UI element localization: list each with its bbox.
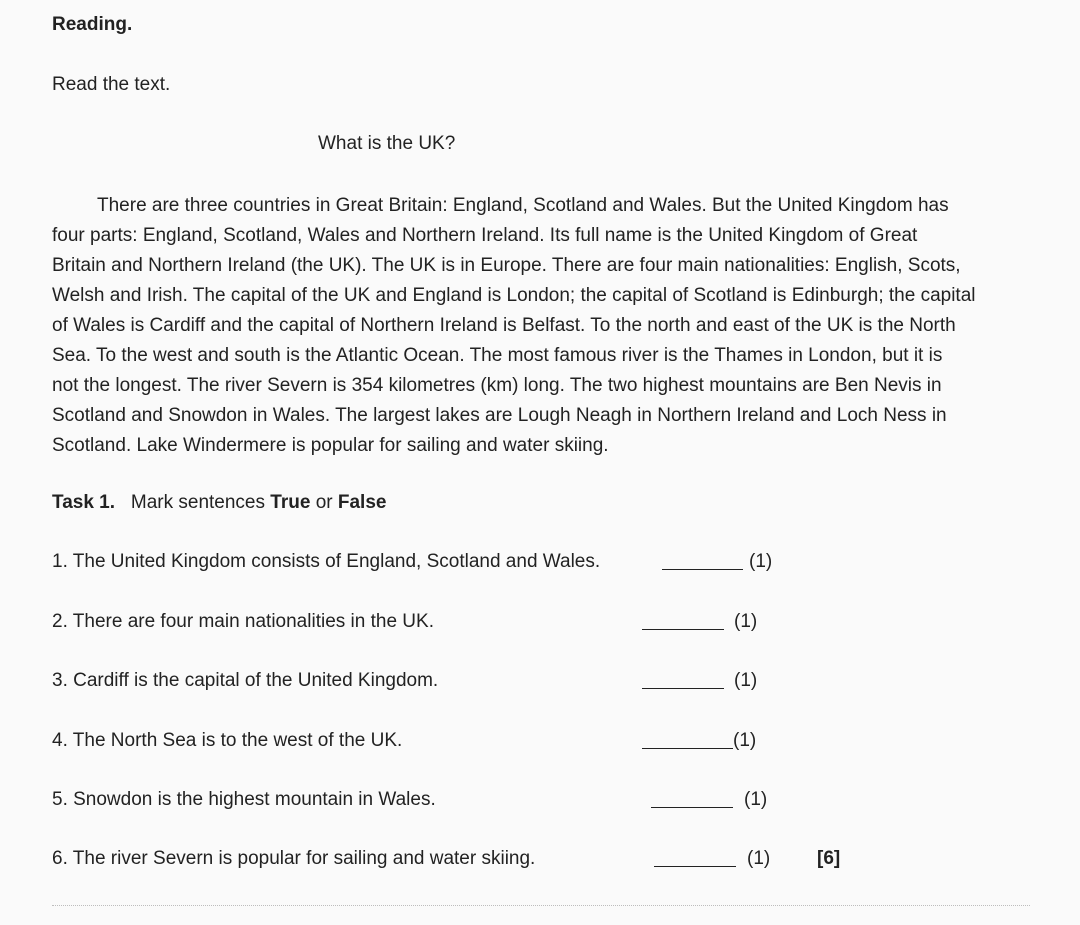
question-1-points: (1): [749, 551, 773, 572]
section-heading: Reading.: [52, 14, 133, 35]
task-instruction: Mark sentences: [130, 492, 265, 513]
answer-blank-6[interactable]: [654, 849, 736, 867]
reading-paragraph: [52, 191, 1037, 461]
task-label: Task 1.: [52, 492, 116, 513]
question-1-text: 1. The United Kingdom consists of England, Scotland and Wales.: [52, 551, 601, 572]
or-word: or: [315, 492, 333, 513]
question-5-text: 5. Snowdon is the highest mountain in Wales.: [52, 789, 436, 810]
question-3-points: (1): [734, 670, 758, 691]
answer-blank-4[interactable]: [642, 731, 733, 749]
answer-blank-5[interactable]: [651, 790, 733, 808]
false-word: False: [337, 492, 387, 513]
paragraph-line: Welsh and Irish. The capital of the UK and England is London; the capital of Scotland is Edinburgh; the capital: [52, 285, 976, 306]
question-6-points: (1): [747, 848, 771, 869]
question-4-points: (1): [733, 730, 757, 751]
answer-blank-3[interactable]: [642, 671, 724, 689]
page-divider: [52, 905, 1030, 906]
paragraph-line: of Wales is Cardiff and the capital of Northern Ireland is Belfast. To the north and east of the UK is the North: [52, 315, 956, 336]
total-marks: [6]: [817, 848, 841, 869]
read-instruction: Read the text.: [52, 74, 171, 95]
paragraph-line: Scotland. Lake Windermere is popular for sailing and water skiing.: [52, 435, 609, 456]
question-3-text: 3. Cardiff is the capital of the United Kingdom.: [52, 670, 439, 691]
paragraph-line: not the longest. The river Severn is 354 kilometres (km) long. The two highest mountains are Ben Nevis in: [52, 375, 942, 396]
question-6-text: 6. The river Severn is popular for sailing and water skiing.: [52, 848, 536, 869]
paragraph-line: Sea. To the west and south is the Atlantic Ocean. The most famous river is the Thames in London, but it is: [52, 345, 943, 366]
question-2-text: 2. There are four main nationalities in the UK.: [52, 611, 434, 632]
question-2-points: (1): [734, 611, 758, 632]
answer-blank-1[interactable]: [662, 552, 743, 570]
paragraph-line: Scotland and Snowdon in Wales. The largest lakes are Lough Neagh in Northern Ireland and Loch Ness in: [52, 405, 947, 426]
paragraph-line: There are three countries in Great Britain: England, Scotland and Wales. But the United Kingdom has: [97, 195, 949, 216]
question-4-text: 4. The North Sea is to the west of the UK.: [52, 730, 403, 751]
paragraph-line: Britain and Northern Ireland (the UK). The UK is in Europe. There are four main nationalities: English, Scots,: [52, 255, 961, 276]
answer-blank-2[interactable]: [642, 612, 724, 630]
task-heading: [52, 491, 386, 515]
true-word: True: [270, 492, 311, 513]
paragraph-line: four parts: England, Scotland, Wales and Northern Ireland. Its full name is the United Kingdom of Great: [52, 225, 918, 246]
question-5-points: (1): [744, 789, 768, 810]
text-title: What is the UK?: [318, 133, 456, 154]
